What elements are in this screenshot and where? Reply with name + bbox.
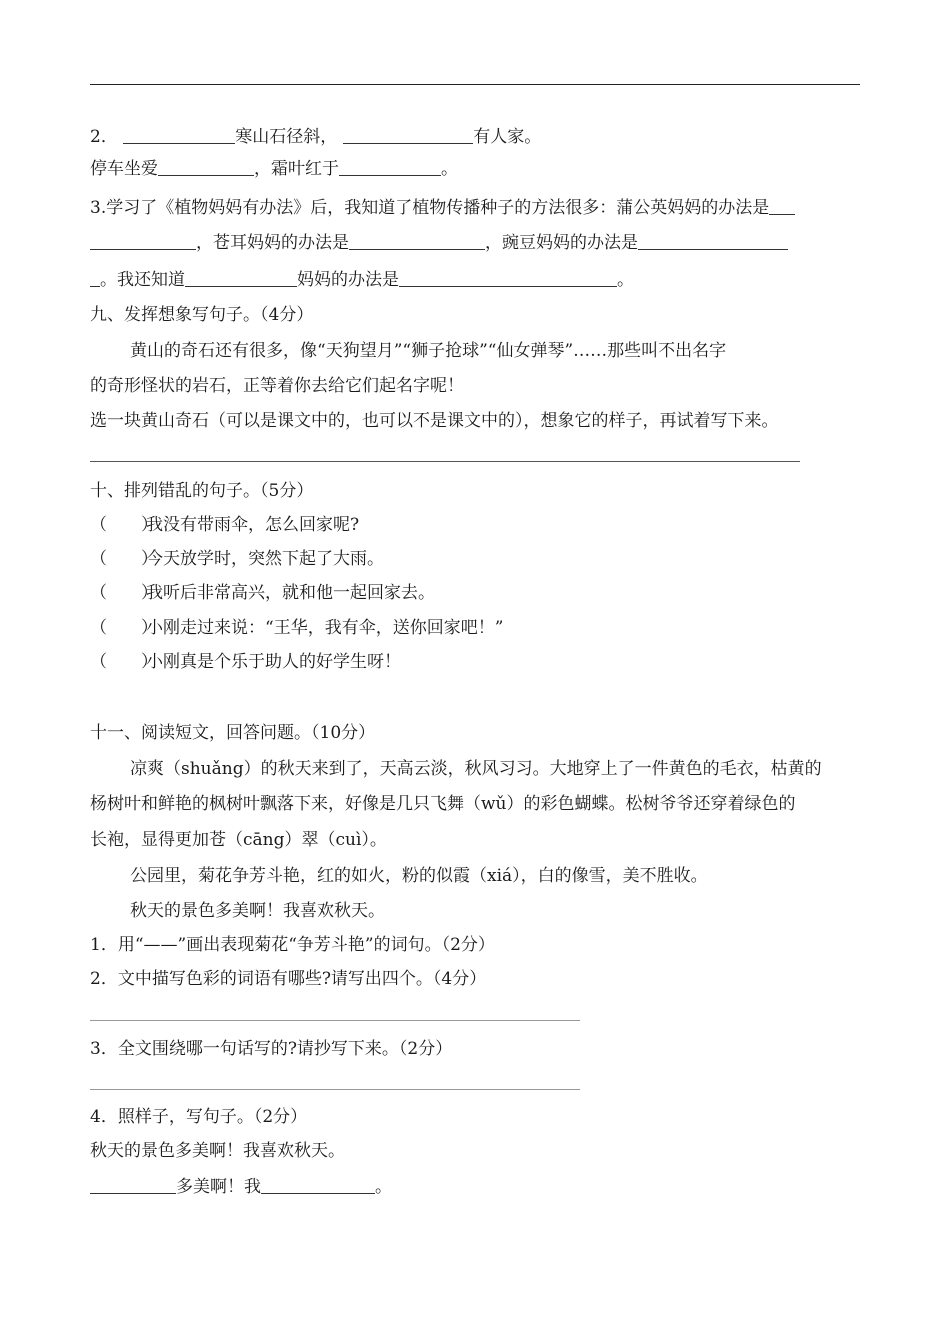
q3-line2 (90, 232, 788, 254)
q3-blank-5[interactable] (399, 269, 617, 287)
q3-text-6: 。 (617, 270, 634, 290)
s11-q3-answer-line[interactable] (90, 1089, 580, 1090)
q3-line1 (90, 197, 795, 219)
q3-text-4: 。我还知道 (100, 270, 185, 290)
q3-blank-2[interactable] (349, 232, 485, 250)
s10-item-text-3: 我听后非常高兴，就和他一起回家去。 (146, 583, 435, 603)
q2-blank-2[interactable] (343, 126, 473, 144)
order-paren-5[interactable]: （ ） (90, 652, 158, 672)
s9-prompt: 选一块黄山奇石（可以是课文中的，也可以不是课文中的），想象它的样子，再试着写下来。 (90, 411, 779, 431)
s11-para-line1: 凉爽（shuǎng）的秋天来到了，天高云淡，秋风习习。大地穿上了一件黄色的毛衣，枯黄的 (130, 759, 822, 779)
s11-question-3: 3．全文围绕哪一句话写的?请抄写下来。（2分） (90, 1039, 453, 1059)
q3-blank-4[interactable] (185, 269, 297, 287)
s10-item-2 (90, 548, 384, 570)
s10-item-3 (90, 582, 435, 604)
s11-q2-answer-line[interactable] (90, 1020, 580, 1021)
q3-blank-3a[interactable] (638, 232, 788, 250)
order-paren-2[interactable]: （ ） (90, 549, 158, 569)
s11-pattern (90, 1176, 392, 1198)
pattern-text-b: 。 (375, 1177, 392, 1197)
s10-item-1 (90, 514, 359, 536)
s10-heading: 十、排列错乱的句子。（5分） (90, 481, 314, 501)
s9-heading: 九、发挥想象写句子。（4分） (90, 305, 314, 325)
s11-question-2: 2．文中描写色彩的词语有哪些?请写出四个。（4分） (90, 969, 487, 989)
s10-item-5 (90, 651, 401, 673)
order-paren-3[interactable]: （ ） (90, 583, 158, 603)
s9-para-line2: 的奇形怪状的岩石，正等着你去给它们起名字呢！ (90, 376, 464, 396)
top-rule (90, 84, 860, 85)
order-paren-1[interactable]: （ ） (90, 515, 158, 535)
q3-text-1: 3.学习了《植物妈妈有办法》后，我知道了植物传播种子的方法很多：蒲公英妈妈的办法是 (90, 198, 770, 218)
q2-blank-4[interactable] (339, 158, 441, 176)
order-paren-4[interactable]: （ ） (90, 618, 158, 638)
s11-para-line4: 公园里，菊花争芳斗艳，红的如火，粉的似霞（xiá），白的像雪，美不胜收。 (130, 866, 708, 886)
pattern-blank-1[interactable] (90, 1176, 176, 1194)
q3-blank-1a[interactable] (769, 197, 795, 215)
q2-line2 (90, 158, 458, 180)
q3-blank-3b[interactable] (90, 269, 100, 287)
q2-text-e: 。 (441, 159, 458, 179)
s9-para-line1: 黄山的奇石还有很多，像“天狗望月”“狮子抢球”“仙女弹琴”……那些叫不出名字 (130, 341, 727, 361)
s11-para-line5: 秋天的景色多美啊！我喜欢秋天。 (130, 901, 385, 921)
q2-text-c: 停车坐爱 (90, 159, 158, 179)
s10-item-text-4: 小刚走过来说：“王华，我有伞，送你回家吧！” (146, 618, 504, 638)
s11-para-line3: 长袍，显得更加苍（cāng）翠（cuì）。 (90, 830, 387, 850)
s11-heading: 十一、阅读短文，回答问题。（10分） (90, 723, 376, 743)
q3-line3 (90, 269, 634, 291)
s11-para-line2: 杨树叶和鲜艳的枫树叶飘落下来，好像是几只飞舞（wǔ）的彩色蝴蝶。松树爷爷还穿着绿色的 (90, 794, 796, 814)
s11-question-4: 4．照样子，写句子。（2分） (90, 1107, 308, 1127)
q2-text-b: 有人家。 (473, 127, 542, 147)
q2-blank-3[interactable] (158, 158, 254, 176)
q2-number: 2． (90, 127, 118, 147)
q3-text-5: 妈妈的办法是 (297, 270, 399, 290)
s10-item-4 (90, 617, 503, 639)
q3-text-2: ，苍耳妈妈的办法是 (196, 233, 349, 253)
s10-item-text-2: 今天放学时，突然下起了大雨。 (146, 549, 384, 569)
q2-blank-1[interactable] (123, 126, 235, 144)
q2-text-d: ，霜叶红于 (254, 159, 339, 179)
q2-line1 (90, 126, 541, 148)
q2-text-a: 寒山石径斜， (235, 127, 338, 147)
pattern-blank-2[interactable] (261, 1176, 375, 1194)
s10-item-text-1: 我没有带雨伞，怎么回家呢? (146, 515, 360, 535)
s9-answer-line[interactable] (90, 461, 800, 462)
q3-text-3: ，豌豆妈妈的办法是 (485, 233, 638, 253)
s11-question-1: 1．用“——”画出表现菊花“争芳斗艳”的词句。（2分） (90, 935, 495, 955)
q3-blank-1b[interactable] (90, 232, 196, 250)
s10-item-text-5: 小刚真是个乐于助人的好学生呀！ (146, 652, 401, 672)
s11-example: 秋天的景色多美啊！我喜欢秋天。 (90, 1141, 345, 1161)
pattern-text-a: 多美啊！我 (176, 1177, 261, 1197)
